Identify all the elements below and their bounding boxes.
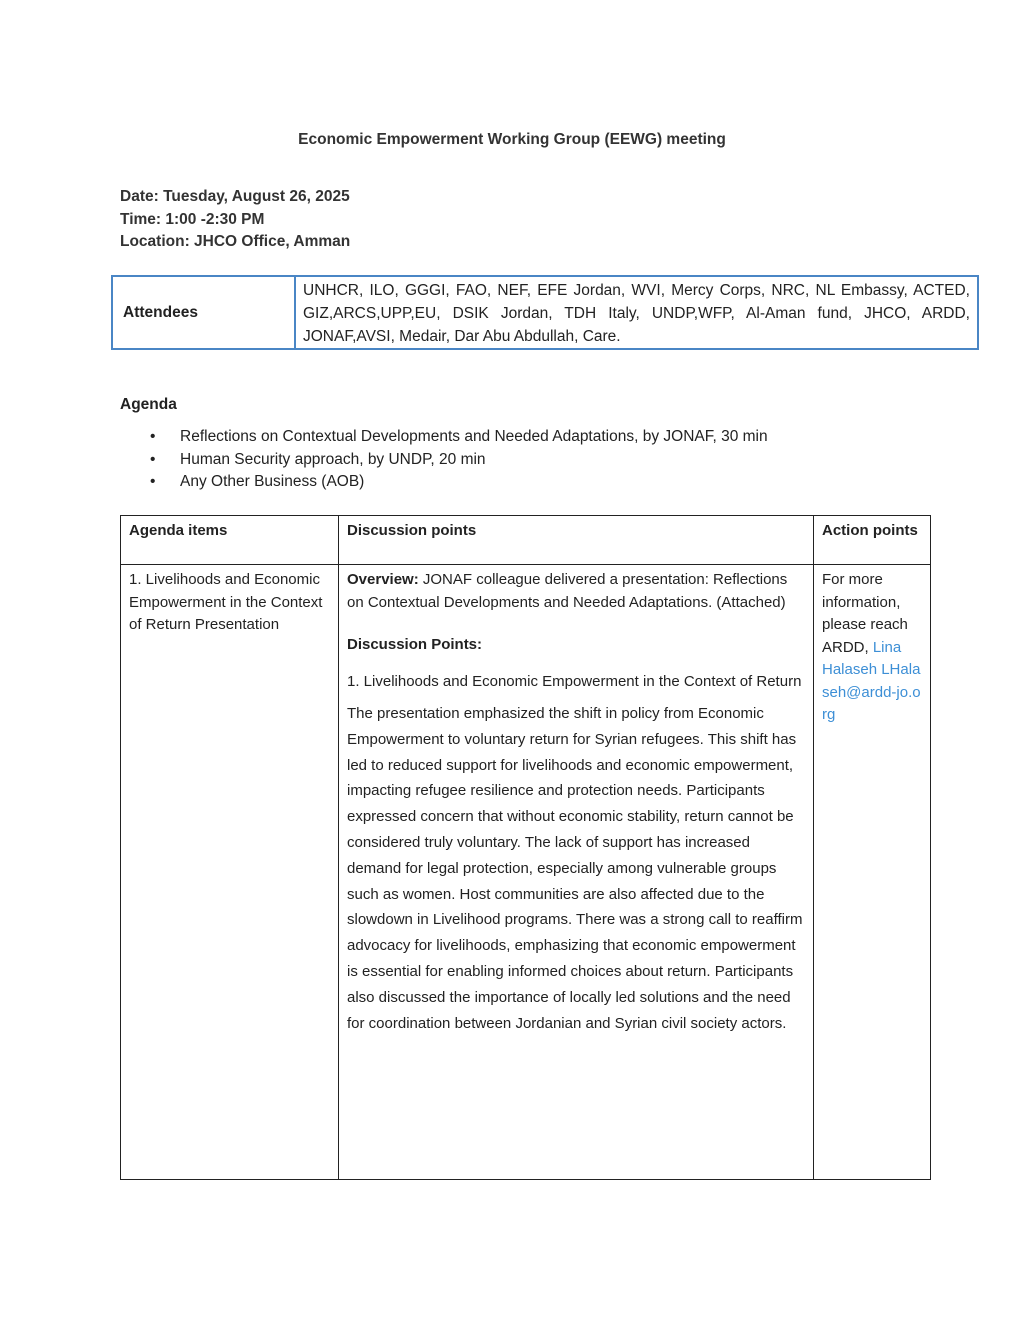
- meeting-location: Location: JHCO Office, Amman: [120, 233, 351, 250]
- agenda-heading: Agenda: [120, 396, 177, 413]
- agenda-list-item: • Reflections on Contextual Developments and Needed Adaptations, by JONAF, 30 min: [150, 426, 768, 449]
- discussion-cell: [339, 565, 814, 1180]
- contact-email-link[interactable]: LHalaseh@ardd-jo.org: [822, 661, 921, 723]
- action-text: For more information, please reach ARDD,: [822, 571, 908, 656]
- meeting-date: [120, 186, 350, 209]
- header-discussion-points: Discussion points: [339, 516, 814, 565]
- overview-label: Overview:: [347, 571, 419, 588]
- attendees-table: [111, 275, 979, 350]
- table-header-row: [121, 516, 931, 565]
- contact-name-link[interactable]: Lina Halaseh: [822, 638, 902, 678]
- overview-text: JONAF colleague delivered a presentation: Reflections on Contextual Developments and Needed Adaptations. (Attached): [347, 571, 788, 611]
- table-row: [121, 565, 931, 1180]
- overview-paragraph: [347, 569, 805, 614]
- document-title: Economic Empowerment Working Group (EEWG) meeting: [298, 131, 726, 148]
- minutes-table: [120, 515, 931, 1180]
- header-agenda-items: Agenda items: [121, 516, 339, 565]
- discussion-subheading: 1. Livelihoods and Economic Empowerment in the Context of Return: [347, 672, 802, 690]
- discussion-paragraph: The presentation emphasized the shift in policy from Economic Empowerment to voluntary return for Syrian refugees. This shift has led to reduced support for livelihoods and economic empowerment, impacting refugee resilience and protection needs. Participants expressed concern that without economic stability, return cannot be considered truly voluntary. The lack of support has increased demand for legal protection, especially among vulnerable groups such as women. Host communities are also affected due to the slowdown in Livelihood programs. There was a strong call to reaffirm advocacy for livelihoods, emphasizing that economic empowerment is essential for enabling informed choices about return. Participants also discussed the importance of locally led solutions and the need for coordination between Jordanian and Syrian civil society actors.: [347, 705, 803, 1032]
- agenda-list: [150, 426, 768, 494]
- date-label: Date:: [120, 188, 159, 205]
- meeting-time: Time: 1:00 -2:30 PM: [120, 210, 265, 228]
- agenda-item-cell: [121, 565, 339, 1180]
- action-cell: [814, 565, 931, 1180]
- attendees-list: UNHCR, ILO, GGGI, FAO, NEF, EFE Jordan, WVI, Mercy Corps, NRC, NL Embassy, ACTED, GIZ,ARCS,UPP,EU, DSIK Jordan, TDH Italy, UNDP,WFP, Al-Aman fund, JHCO, ARDD, JONAF,AVSI, Medair, Dar Abu Abdullah, Care.: [303, 282, 970, 345]
- agenda-item-text: 1. Livelihoods and Economic Empowerment in the Context of Return Presentation: [129, 571, 323, 633]
- discussion-points-label: Discussion Points:: [347, 636, 483, 653]
- agenda-list-item: • Human Security approach, by UNDP, 20 min: [150, 449, 768, 472]
- date-value: Tuesday, August 26, 2025: [163, 188, 350, 205]
- attendees-label: Attendees: [113, 277, 296, 348]
- agenda-list-item: • Any Other Business (AOB): [150, 471, 768, 494]
- header-action-points: Action points: [814, 516, 931, 565]
- meeting-meta: [120, 186, 350, 254]
